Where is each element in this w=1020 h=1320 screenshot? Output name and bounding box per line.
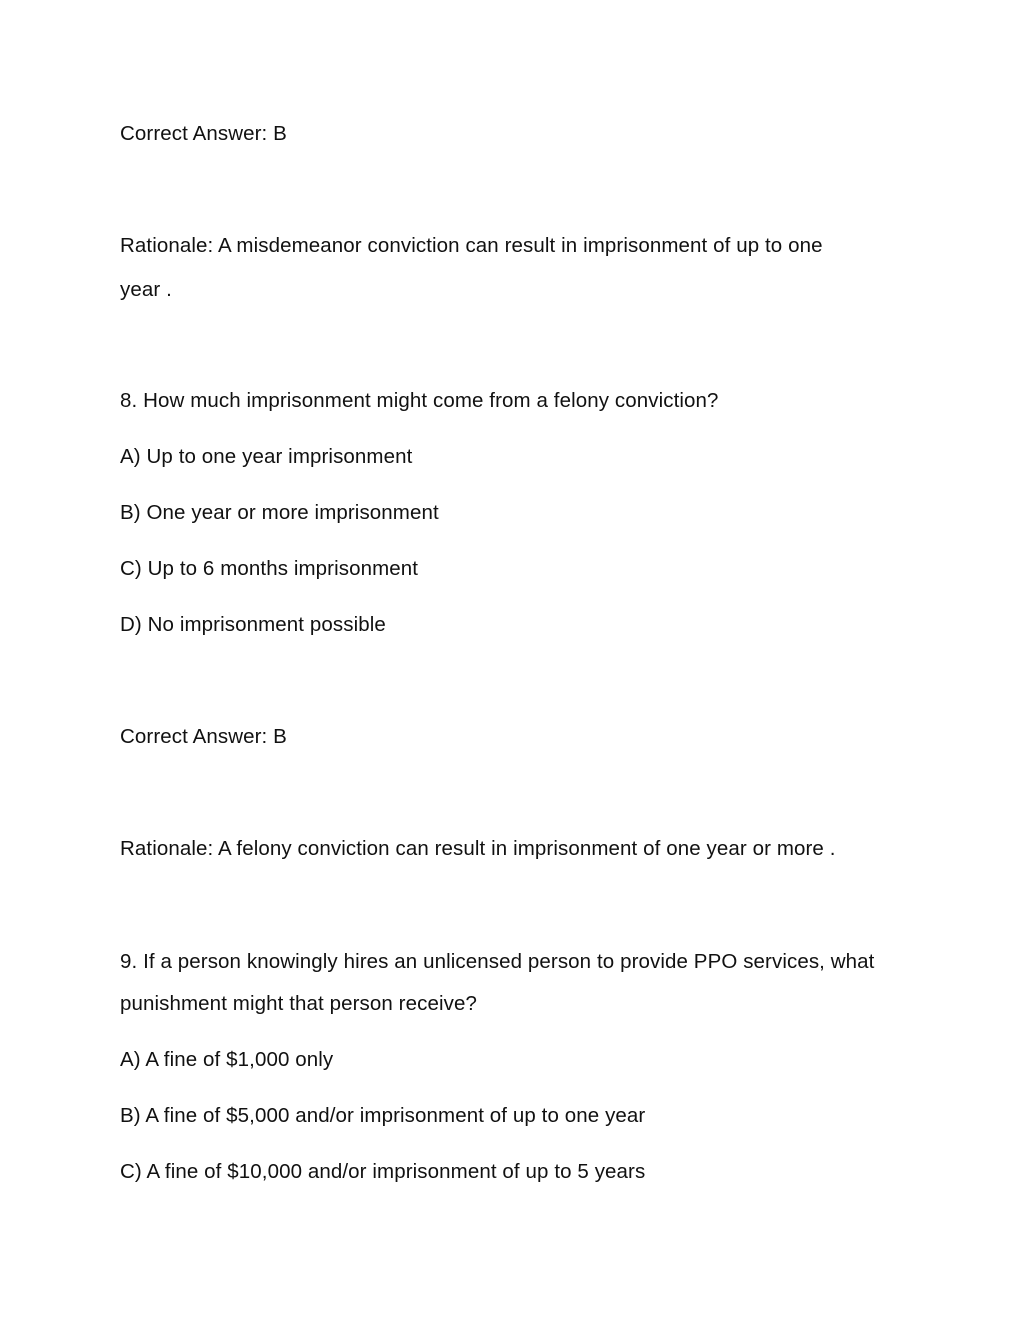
question-8-option-a: A) Up to one year imprisonment bbox=[120, 445, 413, 468]
correct-answer-q8: Correct Answer: B bbox=[120, 725, 287, 748]
question-8: 8. How much imprisonment might come from a felony conviction? bbox=[120, 389, 719, 412]
correct-answer-q7: Correct Answer: B bbox=[120, 122, 287, 145]
question-9-option-c: C) A fine of $10,000 and/or imprisonment of up to 5 years bbox=[120, 1160, 646, 1183]
rationale-q7-line2: year . bbox=[120, 278, 172, 301]
question-8-option-b: B) One year or more imprisonment bbox=[120, 501, 439, 524]
question-9-option-b: B) A fine of $5,000 and/or imprisonment of up to one year bbox=[120, 1104, 646, 1127]
question-9-option-a: A) A fine of $1,000 only bbox=[120, 1048, 334, 1071]
question-8-option-d: D) No imprisonment possible bbox=[120, 613, 386, 636]
question-9-line1: 9. If a person knowingly hires an unlicensed person to provide PPO services, what bbox=[120, 950, 875, 973]
rationale-q8: Rationale: A felony conviction can result in imprisonment of one year or more . bbox=[120, 837, 836, 860]
rationale-q7-line1: Rationale: A misdemeanor conviction can result in imprisonment of up to one bbox=[120, 234, 823, 257]
question-9-line2: punishment might that person receive? bbox=[120, 992, 477, 1015]
question-8-option-c: C) Up to 6 months imprisonment bbox=[120, 557, 419, 580]
